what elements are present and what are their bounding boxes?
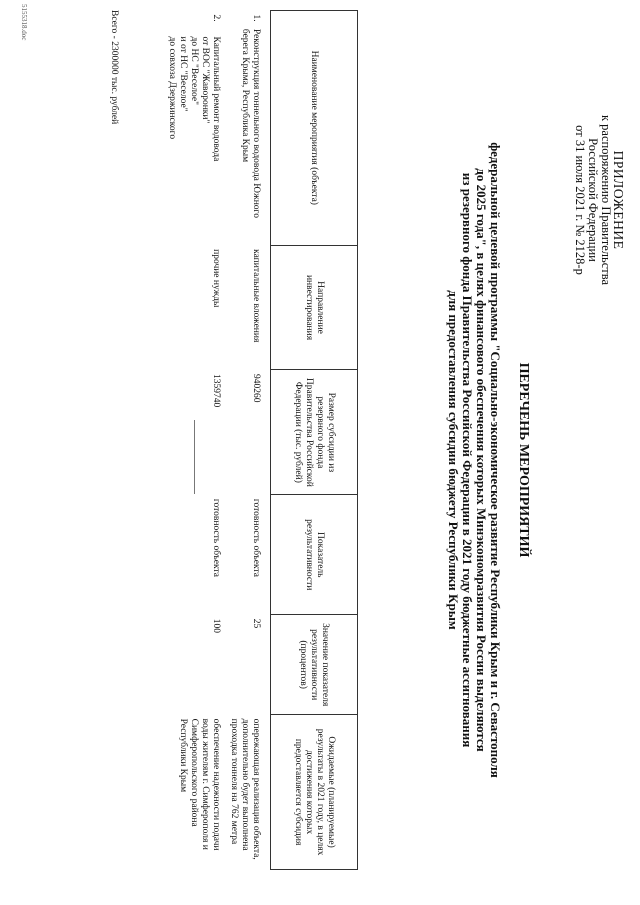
- header-subsidy: Размер субсидии из резервного фонда Правительства Российской Федерации (тыс. рублей): [271, 370, 358, 495]
- table-header-row: [271, 11, 358, 870]
- cell-value: 100: [211, 618, 221, 633]
- appendix-heading: ПРИЛОЖЕНИЕ: [611, 150, 626, 250]
- document-title: [446, 70, 530, 850]
- row-number: 1.: [251, 14, 261, 22]
- appendix-line: к распоряжению Правительства: [599, 114, 613, 285]
- cell-direction: капитальные вложения: [251, 249, 261, 343]
- cell-name: [226, 11, 271, 246]
- header-expected: Ожидаемые (планируемые) результаты в 2021 году, в целях достижения которых предоставляется субсидия: [271, 715, 358, 870]
- cell-indicator: готовность объекта: [211, 498, 221, 577]
- cell-expected: обеспечение надежности подачи воды жителям г. Симферополя и Симферопольского района Республики Крым: [178, 718, 221, 851]
- header-direction: Направление инвестирования: [271, 245, 358, 370]
- row-name-line: до НС "Веселое": [189, 36, 199, 105]
- closing-rule: [194, 420, 195, 494]
- cell-direction: прочие нужды: [211, 249, 221, 308]
- title-line: из резервного фонда Правительства Российской Федерации в 2021 году бюджетные ассигнования: [460, 172, 475, 748]
- total-sum: Всего - 2300000 тыс. рублей: [109, 10, 119, 125]
- row-name: [166, 37, 221, 162]
- row-name-line: и от НС "Веселое": [178, 36, 188, 112]
- file-tag: 5155318.doc: [20, 4, 28, 41]
- row-number: 2.: [211, 14, 221, 22]
- row-name-line: до совхоза Дзержинского: [167, 36, 177, 140]
- appendix-date: от 31 июля 2021 г. № 2128-р: [573, 125, 587, 275]
- row-name: Реконструкция тоннельного водовода Южного берега Крыма, Республика Крым: [240, 28, 261, 218]
- header-name: Наименование мероприятия (объекта): [271, 11, 358, 246]
- cell-expected: опережающая реализация объекта, дополнительно будет выполнена проходка тоннеля на 762 метра: [229, 718, 261, 860]
- row-name-line: от ВОС "Жаворонки": [200, 36, 210, 124]
- title-heading: ПЕРЕЧЕНЬ МЕРОПРИЯТИЙ: [516, 362, 531, 558]
- cell-value: 25: [251, 618, 261, 629]
- title-line: для предоставления субсидии бюджету Республики Крым: [446, 290, 461, 630]
- cell-subsidy: 940260: [251, 373, 261, 403]
- table-row: [164, 11, 226, 870]
- appendix-line: Российской Федерации: [586, 138, 600, 262]
- cell-subsidy: 1359740: [211, 373, 221, 408]
- header-value: Значение показателя результативности (процентов): [271, 615, 358, 715]
- title-line: федеральной целевой программы "Социально-экономическое развитие Республики Крым и г. Севастополя: [488, 142, 503, 778]
- appendix-block: [573, 40, 625, 360]
- cell-name: [164, 11, 226, 246]
- row-name-line: Капитальный ремонт водовода: [211, 36, 221, 162]
- header-indicator: Показатель результативности: [271, 495, 358, 615]
- cell-indicator: готовность объекта: [251, 498, 261, 577]
- table-row: [226, 11, 271, 870]
- title-line: до 2025 года", в целях финансового обеспечения которых Минэкономразвития России выделяются: [474, 168, 489, 752]
